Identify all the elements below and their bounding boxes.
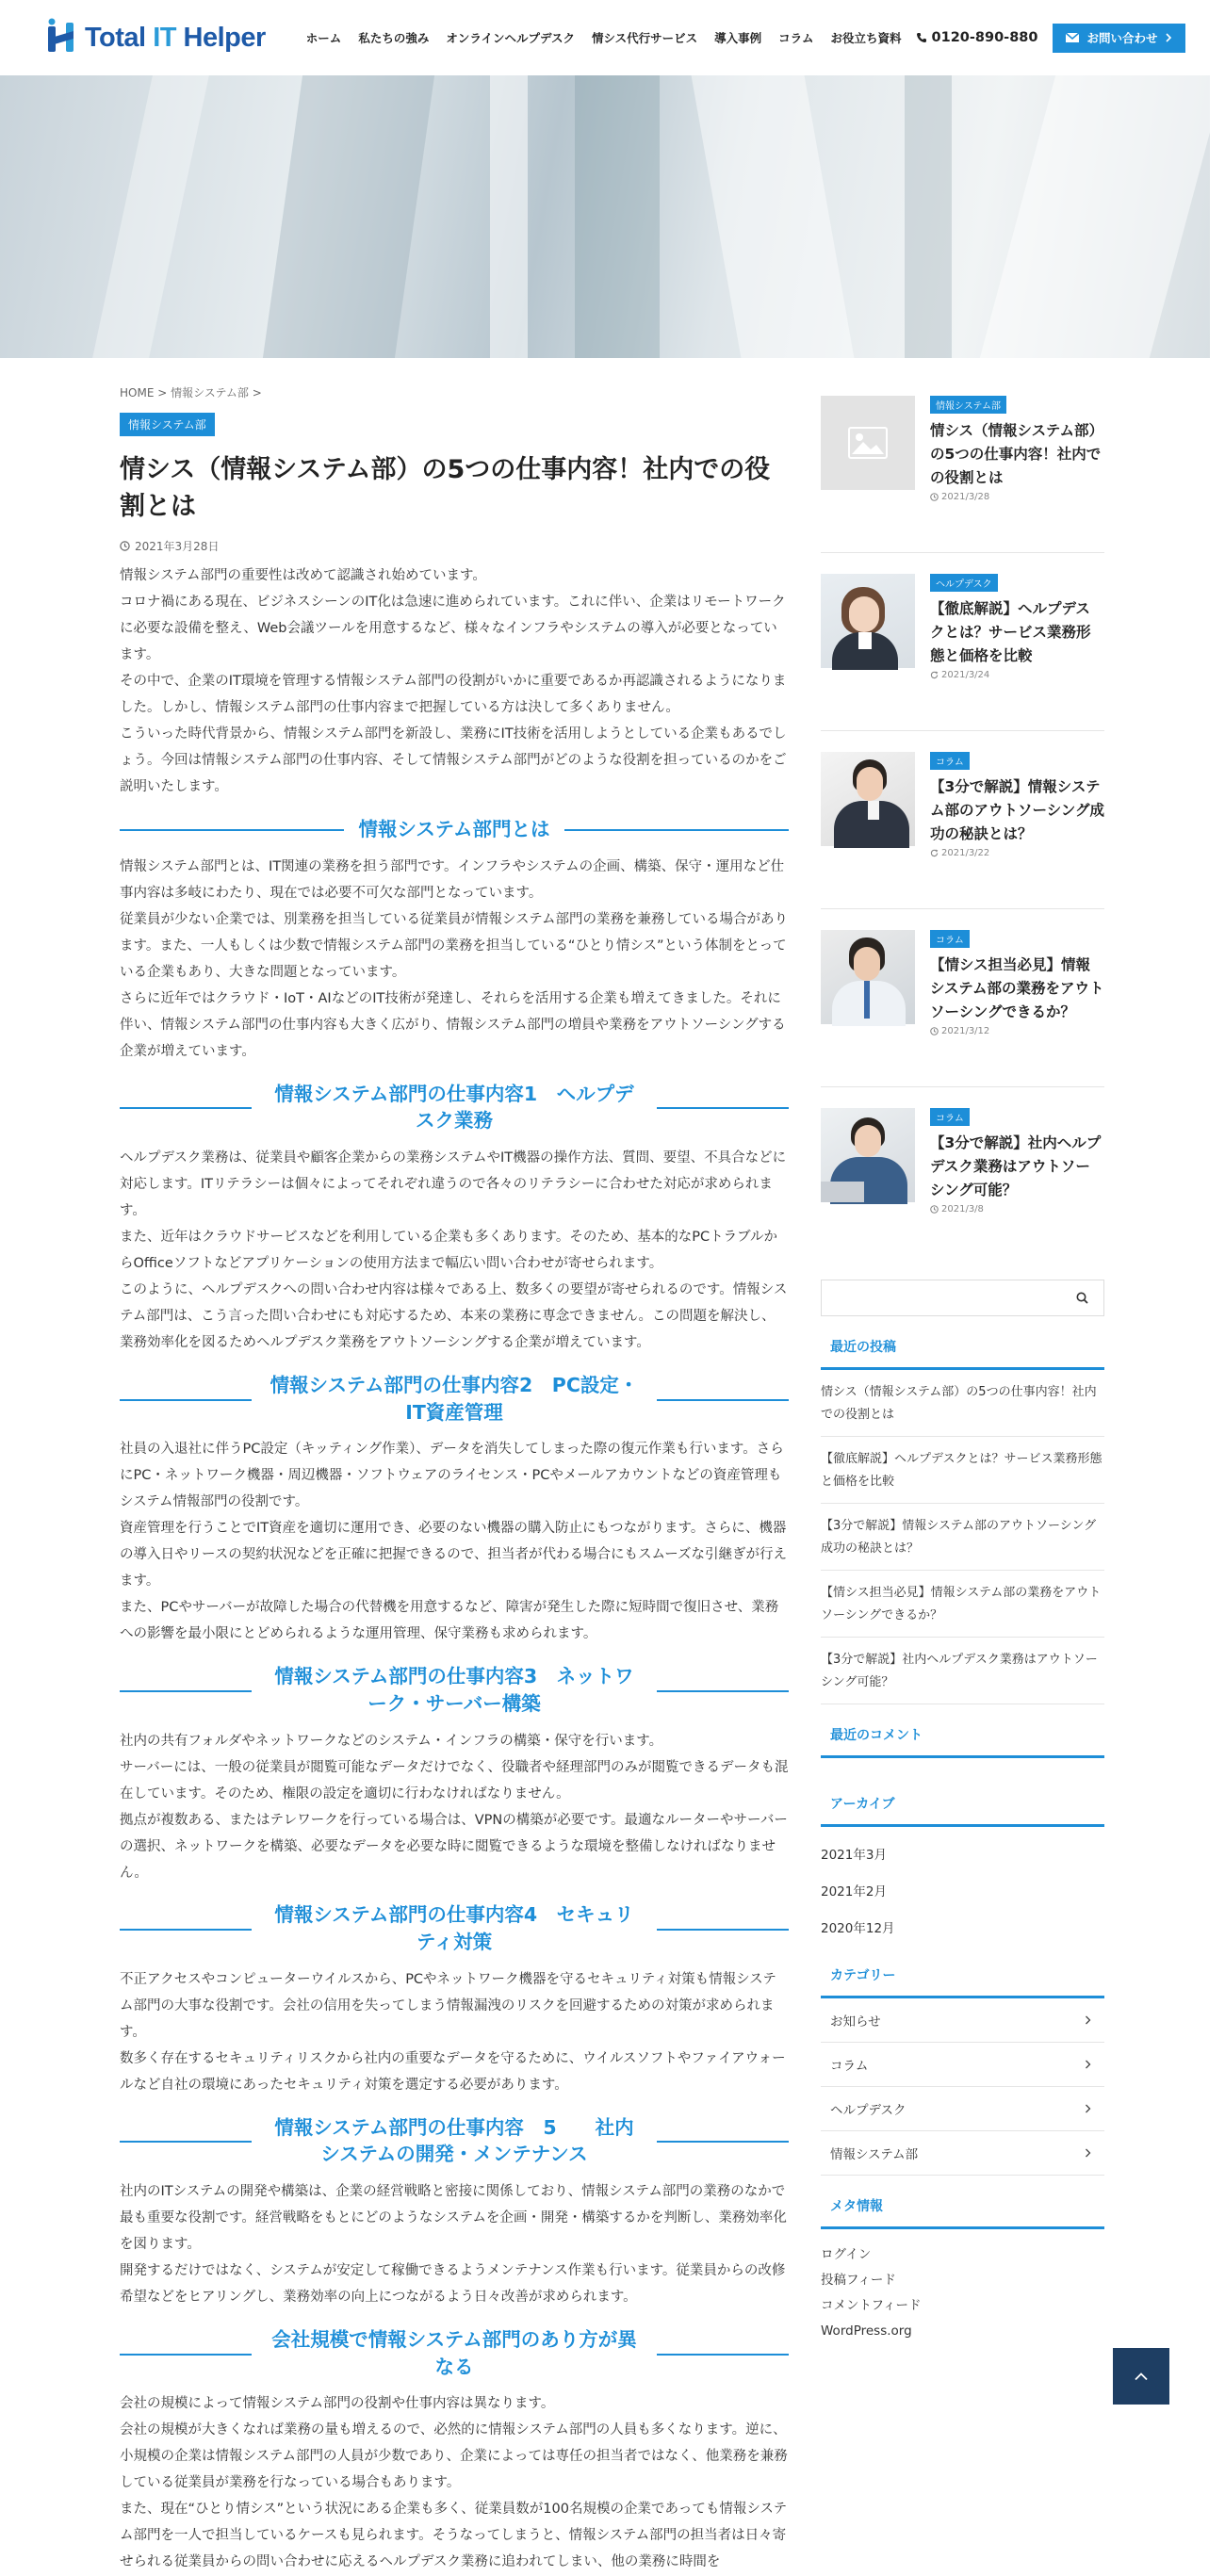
widget-title-categories: カテゴリー (821, 1965, 1104, 1998)
clock-icon (930, 1027, 939, 1035)
archive-item[interactable]: 2020年12月 (821, 1921, 895, 1937)
recent-list-item[interactable]: 【3分で解説】社内ヘルプデスク業務はアウトソーシング可能？ (821, 1638, 1104, 1704)
contact-button[interactable] (1053, 24, 1185, 53)
section-paragraph: 拠点が複数ある、またはテレワークを行っている場合は、VPNの構築が必要です。最適なルーターやサーバーの選択、ネットワークを構築、必要なデータを必要な時に閲覧できるような環境を整備しなければなりません。 (120, 1812, 788, 1881)
category-badge[interactable]: 情報システム部 (120, 413, 215, 436)
recent-list-item[interactable]: 【3分で解説】情報システム部のアウトソーシング成功の秘訣とは？ (821, 1504, 1104, 1571)
chevron-right-icon (1165, 33, 1172, 42)
recent-post-card[interactable] (821, 1108, 1104, 1264)
recent-post-title[interactable]: 【3分で解説】社内ヘルプデスク業務はアウトソーシング可能？ (930, 1134, 1102, 1199)
recent-post-thumbnail[interactable] (821, 1108, 915, 1202)
nav-home[interactable]: ホーム (305, 31, 342, 45)
placeholder-image-icon[interactable] (821, 396, 915, 490)
mail-icon (1066, 33, 1079, 42)
chevron-right-icon (1085, 2104, 1091, 2113)
section-paragraph: 社内の共有フォルダやネットワークなどのシステム・インフラの構築・保守を行います。 (120, 1733, 663, 1749)
sidebar (821, 396, 1104, 2344)
category-item[interactable]: コラム (821, 2043, 1104, 2087)
recent-post-card[interactable] (821, 574, 1104, 730)
section-paragraph: 会社の規模が大きくなれば業務の量も増えるので、必然的に情報システム部門の人員も多くなります。逆に、小規模の企業は情報システム部門の人員が少数であり、企業によっては専任の担当者ではなく、他業務を兼務している従業員が業務を行なっている場合もあります。 (120, 2422, 788, 2491)
site-logo[interactable] (45, 18, 266, 57)
recent-list-item[interactable]: 【徹底解説】ヘルプデスクとは？サービス業務形態と価格を比較 (821, 1437, 1104, 1504)
section-heading: 情報システム部門の仕事内容3 ネットワーク・サーバー構築 (120, 1663, 789, 1717)
back-to-top-button[interactable] (1113, 2348, 1169, 2405)
intro-paragraph: コロナ禍にある現在、ビジネスシーンのIT化は急速に進められています。これに伴い、企業はリモートワークに必要な設備を整え、Web会議ツールを用意するなど、様々なインフラやシステムの導入が必要となっています。 (120, 595, 786, 663)
intro-paragraph: その中で、企業のIT環境を管理する情報システム部門の役割がいかに重要であるか再認識されるようになりました。しかし、情報システム部門の仕事内容まで把握している方は決して多くありません。 (120, 674, 787, 716)
phone-text: 0120-890-880 (931, 30, 1038, 45)
phone-number[interactable] (916, 30, 1038, 45)
widget-title-comments: 最近のコメント (821, 1725, 1104, 1758)
recent-post-date: 2021/3/24 (930, 670, 1104, 680)
search-icon[interactable] (1076, 1292, 1088, 1304)
logo-text: Total IT Helper (85, 22, 266, 53)
recent-post-title[interactable]: 【情シス担当必見】情報システム部の業務をアウトソーシングできるか？ (930, 956, 1104, 1021)
clock-icon (930, 493, 939, 501)
meta-link[interactable]: コメントフィード (821, 2298, 922, 2314)
recent-post-title[interactable]: 【徹底解説】ヘルプデスクとは？サービス業務形態と価格を比較 (930, 600, 1091, 665)
meta-link[interactable]: ログイン (821, 2247, 872, 2263)
section-paragraph: 数多く存在するセキュリティリスクから社内の重要なデータを守るために、ウイルスソフトやファイアウォールなど自社の環境にあったセキュリティ対策を選定する必要があります。 (120, 2050, 786, 2093)
recent-post-date: 2021/3/22 (930, 848, 1104, 858)
clock-icon (930, 1205, 939, 1214)
nav-it-outsourcing[interactable]: 情シス代行サービス (591, 31, 698, 45)
intro (120, 563, 789, 801)
recent-post-badge[interactable]: 情報システム部 (930, 396, 1006, 414)
recent-list-item[interactable]: 【情シス担当必見】情報システム部の業務をアウトソーシングできるか？ (821, 1571, 1104, 1638)
nav-case-studies[interactable]: 導入事例 (714, 31, 762, 45)
section-paragraph: サーバーには、一般の従業員が閲覧可能なデータだけでなく、役職者や経理部門のみが閲覧できるデータも混在しています。そのため、権限の設定を適切に行わなければなりません。 (120, 1759, 789, 1802)
section-paragraph: このように、ヘルプデスクへの問い合わせ内容は様々である上、数多くの要望が寄せられるのです。情報システム部門は、こう言った問い合わせにも対応するため、本来の業務に専念できません。この問題を解決し、業務効率化を図るためヘルプデスク業務をアウトソーシングする企業が増えています。 (120, 1282, 788, 1350)
breadcrumb[interactable]: HOME > 情報システム部 > (120, 386, 262, 399)
recent-post-title[interactable]: 【3分で解説】情報システム部のアウトソーシング成功の秘訣とは？ (930, 778, 1104, 843)
post-date-text: 2021年3月28日 (135, 540, 220, 554)
section-paragraph: 会社の規模によって情報システム部門の役割や仕事内容は異なります。 (120, 2396, 555, 2412)
section-heading: 情報システム部門の仕事内容1 ヘルプデスク業務 (120, 1081, 789, 1134)
page-title: 情シス（情報システム部）の5つの仕事内容！社内での役割とは (120, 455, 771, 522)
clock-icon (120, 541, 130, 551)
nav-online-helpdesk[interactable]: オンラインヘルプデスク (446, 31, 575, 45)
section-heading: 情報システム部門とは (120, 816, 789, 843)
meta-link[interactable]: 投稿フィード (821, 2273, 896, 2289)
category-item[interactable]: お知らせ (821, 1998, 1104, 2043)
widget-title-recent: 最近の投稿 (821, 1337, 1104, 1370)
section-heading: 情報システム部門の仕事内容 5 社内システムの開発・メンテナンス (120, 2114, 789, 2168)
recent-post-badge[interactable]: コラム (930, 930, 970, 948)
recent-post-date: 2021/3/8 (930, 1204, 1104, 1215)
category-item[interactable]: 情報システム部 (821, 2131, 1104, 2176)
site-header (0, 0, 1210, 75)
recent-post-thumbnail[interactable] (821, 574, 915, 668)
search-input[interactable] (821, 1280, 1104, 1316)
chevron-up-icon (1134, 2372, 1149, 2381)
recent-list-item[interactable]: 情シス（情報システム部）の5つの仕事内容！社内での役割とは (821, 1370, 1104, 1437)
recent-post-badge[interactable]: コラム (930, 752, 970, 770)
hero-image (0, 75, 1210, 358)
recent-post-date: 2021/3/12 (930, 1026, 1104, 1036)
section-paragraph: また、近年はクラウドサービスなどを利用している企業も多くあります。そのため、基本的なPCトラブルからOfficeソフトなどアプリケーションの使用方法まで幅広い問い合わせが寄せられます。 (120, 1230, 778, 1272)
post-date (120, 538, 789, 554)
article (120, 384, 789, 2576)
phone-icon (916, 32, 927, 43)
recent-post-thumbnail[interactable] (821, 930, 915, 1024)
recent-post-date: 2021/3/28 (930, 492, 1104, 502)
recent-post-badge[interactable]: ヘルプデスク (930, 574, 998, 592)
section-paragraph: また、現在“ひとり情シス”という状況にある企業も多く、従業員数が100名規模の企業であっても情報システム部門を一人で担当しているケースも見られます。そうなってしまうと、情報システム部門の担当者は日々寄せられる従業員からの問い合わせに応えるヘルプデスク業務に追われてしまい、他の業務に時間を (120, 2502, 788, 2570)
section-paragraph: さらに近年ではクラウド・IoT・AIなどのIT技術が発達し、それらを活用する企業も増えてきました。それに伴い、情報システム部門の仕事内容も大きく広がり、情報システム部門の増員や業務をアウトソーシングする企業が増えています。 (120, 990, 786, 1059)
section-paragraph: 開発するだけではなく、システムが安定して稼働できるようメンテナンス作業も行います。従業員からの改修希望などをヒアリングし、業務効率の向上につながるよう日々改善が求められます。 (120, 2263, 786, 2306)
section-paragraph: 従業員が少ない企業では、別業務を担当している従業員が情報システム部門の業務を兼務している場合があります。また、一人もしくは少数で情報システム部門の業務を担当している“ひとり情シス”という体制をとっている企業もあり、大きな問題となっています。 (120, 911, 789, 980)
refresh-icon (930, 849, 939, 857)
section-heading: 情報システム部門の仕事内容2 PC設定・IT資産管理 (120, 1372, 789, 1426)
recent-post-card[interactable] (821, 930, 1104, 1086)
category-item[interactable]: ヘルプデスク (821, 2087, 1104, 2131)
section-heading: 会社規模で情報システム部門のあり方が異なる (120, 2326, 789, 2380)
recent-post-thumbnail[interactable] (821, 752, 915, 846)
recent-post-card[interactable] (821, 396, 1104, 552)
intro-paragraph: 情報システム部門の重要性は改めて認識され始めています。 (120, 568, 486, 584)
meta-link[interactable]: WordPress.org (821, 2323, 912, 2340)
nav-resources[interactable]: お役立ち資料 (830, 31, 902, 45)
section-paragraph: 社員の入退社に伴うPC設定（キッティング作業）、データを消失してしまった際の復元作業も行います。さらにPC・ネットワーク機器・周辺機器・ソフトウェアのライセンス・PCやメールアカウントなどの資産管理もシステム情報部門の役割です。 (120, 1442, 784, 1510)
nav-strengths[interactable]: 私たちの強み (358, 31, 430, 45)
logo-mark-icon (45, 18, 77, 57)
intro-paragraph: こういった時代背景から、情報システム部門を新設し、業務にIT技術を活用しようとしている企業もあるでしょう。今回は情報システム部門の仕事内容、そして情報システム部門がどのような役割を担っているのかをご説明いたします。 (120, 726, 787, 795)
recent-post-card[interactable] (821, 752, 1104, 908)
section-paragraph: 不正アクセスやコンピューターウイルスから、PCやネットワーク機器を守るセキュリティ対策も情報システム部門の大事な役割です。会社の信用を失ってしまう情報漏洩のリスクを回避するための対策が求められます。 (120, 1971, 776, 2040)
section-paragraph: 情報システム部門とは、IT関連の業務を担う部門です。インフラやシステムの企画、構築、保守・運用など仕事内容は多岐にわたり、現在では必要不可欠な部門となっています。 (120, 858, 785, 901)
section-paragraph: 資産管理を行うことでIT資産を適切に運用でき、必要のない機器の購入防止にもつながります。さらに、機器の導入日やリースの契約状況などを正確に把握できるので、担当者が代わる場合にもスムーズな引継ぎが行えます。 (120, 1521, 788, 1590)
chevron-right-icon (1085, 2148, 1091, 2158)
contact-label: お問い合わせ (1086, 31, 1158, 45)
section-heading: 情報システム部門の仕事内容4 セキュリティ対策 (120, 1901, 789, 1955)
recent-post-title[interactable]: 情シス（情報システム部）の5つの仕事内容！社内での役割とは (930, 422, 1103, 487)
widget-title-meta: メタ情報 (821, 2196, 1104, 2229)
chevron-right-icon (1085, 2015, 1091, 2025)
recent-post-badge[interactable]: コラム (930, 1108, 970, 1126)
section-paragraph: また、PCやサーバーが故障した場合の代替機を用意するなど、障害が発生した際に短時間で復旧させ、業務への影響を最小限にとどめられるような運用管理、保守業務も求められます。 (120, 1600, 779, 1642)
main-nav (298, 24, 1186, 53)
refresh-icon (930, 671, 939, 679)
section-paragraph: 社内のITシステムの開発や構築は、企業の経営戦略と密接に関係しており、情報システム部門の業務のなかで最も重要な役割です。経営戦略をもとにどのようなシステムを企画・開発・構築するかを判断し、業務効率化を図ります。 (120, 2184, 787, 2253)
archive-item[interactable]: 2021年3月 (821, 1848, 887, 1864)
chevron-right-icon (1085, 2060, 1091, 2069)
nav-column[interactable]: コラム (778, 31, 814, 45)
widget-title-archive: アーカイブ (821, 1794, 1104, 1827)
archive-item[interactable]: 2021年2月 (821, 1884, 887, 1900)
section-paragraph: ヘルプデスク業務は、従業員や顧客企業からの業務システムやIT機器の操作方法、質問、要望、不具合などに対応します。ITリテラシーは個々によってそれぞれ違うので各々のリテラシーに合わせた対応が求められます。 (120, 1150, 787, 1219)
